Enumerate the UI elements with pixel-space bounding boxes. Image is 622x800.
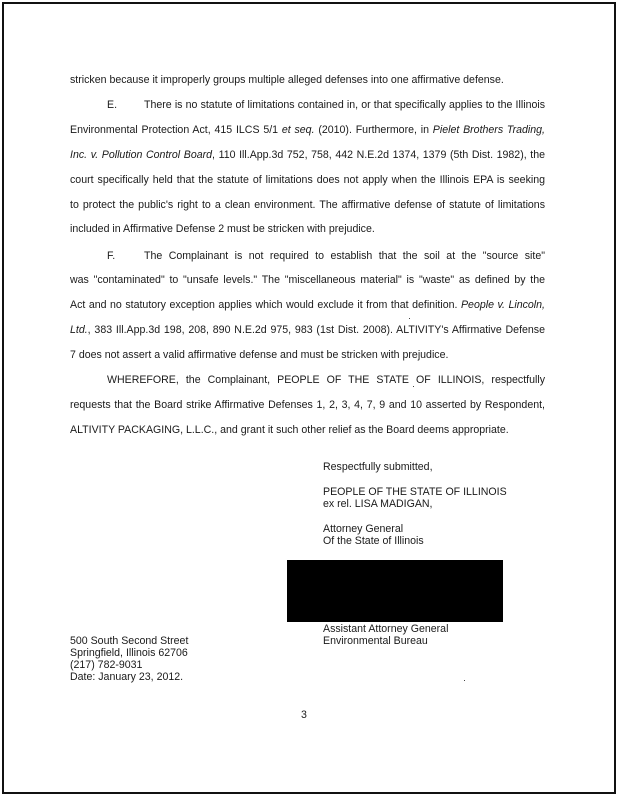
scan-speck xyxy=(464,680,465,681)
street-address: 500 South Second Street xyxy=(70,635,189,647)
wherefore-line-3: ALTIVITY PACKAGING, L.L.C., and grant it such other relief as the Board deems appropriate. xyxy=(70,424,509,436)
signer-bureau: Environmental Bureau xyxy=(323,635,428,647)
paragraph-f-line-4: Ltd., 383 Ill.App.3d 198, 208, 890 N.E.2d 975, 983 (1st Dist. 2008). ALTIVITY's Affirmative Defense xyxy=(70,324,545,336)
scan-speck xyxy=(413,386,414,387)
paragraph-f-line-1: F. The Complainant is not required to establish that the soil at the "source site" xyxy=(107,250,545,262)
wherefore-line-2: requests that the Board strike Affirmative Defenses 1, 2, 3, 4, 7, 9 and 10 asserted by Respondent, xyxy=(70,399,545,411)
paragraph-f-line-3: Act and no statutory exception applies which would exclude it from that definition. People v. Lincoln, xyxy=(70,299,545,311)
paragraph-f-line-2: was "contaminated" to "unsafe levels." The "miscellaneous material" is "waste" as defined by the xyxy=(70,274,545,286)
paragraph-f-line-5: 7 does not assert a valid affirmative defense and must be stricken with prejudice. xyxy=(70,349,449,361)
redacted-signature xyxy=(287,560,503,622)
body-line-1: stricken because it improperly groups multiple alleged defenses into one affirmative defense. xyxy=(70,74,504,86)
closing: Respectfully submitted, xyxy=(323,461,433,473)
paragraph-e-label: E. xyxy=(107,99,118,111)
paragraph-e-line-6: included in Affirmative Defense 2 must be stricken with prejudice. xyxy=(70,223,375,235)
paragraph-e-line-4: court specifically held that the statute of limitations does not apply when the Illinois EPA is seeking xyxy=(70,174,545,186)
scan-speck xyxy=(409,318,410,319)
party-name: PEOPLE OF THE STATE OF ILLINOIS xyxy=(323,486,507,498)
paragraph-e-line-3: Inc. v. Pollution Control Board, 110 Ill.App.3d 752, 758, 442 N.E.2d 1374, 1379 (5th Dist. 1982), the xyxy=(70,149,546,161)
paragraph-e-line-2: Environmental Protection Act, 415 ILCS 5/1 et seq. (2010). Furthermore, in Pielet Brothers Trading, xyxy=(70,124,545,136)
city-state-zip: Springfield, Illinois 62706 xyxy=(70,647,188,659)
signer-title: Assistant Attorney General xyxy=(323,623,449,635)
page-number: 3 xyxy=(301,709,307,721)
document-date: Date: January 23, 2012. xyxy=(70,671,184,683)
phone-number: (217) 782-9031 xyxy=(70,659,143,671)
wherefore-line-1: WHEREFORE, the Complainant, PEOPLE OF THE STATE OF ILLINOIS, respectfully xyxy=(107,374,545,386)
office-line-1: Attorney General xyxy=(323,523,404,535)
paragraph-e-line-1: E. There is no statute of limitations contained in, or that specifically applies to the Illinois xyxy=(107,99,545,111)
party-relation: ex rel. LISA MADIGAN, xyxy=(323,498,433,510)
office-line-2: Of the State of Illinois xyxy=(323,535,424,547)
paragraph-e-line-5: to protect the public's right to a clean environment. The affirmative defense of statute of limitations xyxy=(70,199,545,211)
paragraph-f-label: F. xyxy=(107,250,116,262)
